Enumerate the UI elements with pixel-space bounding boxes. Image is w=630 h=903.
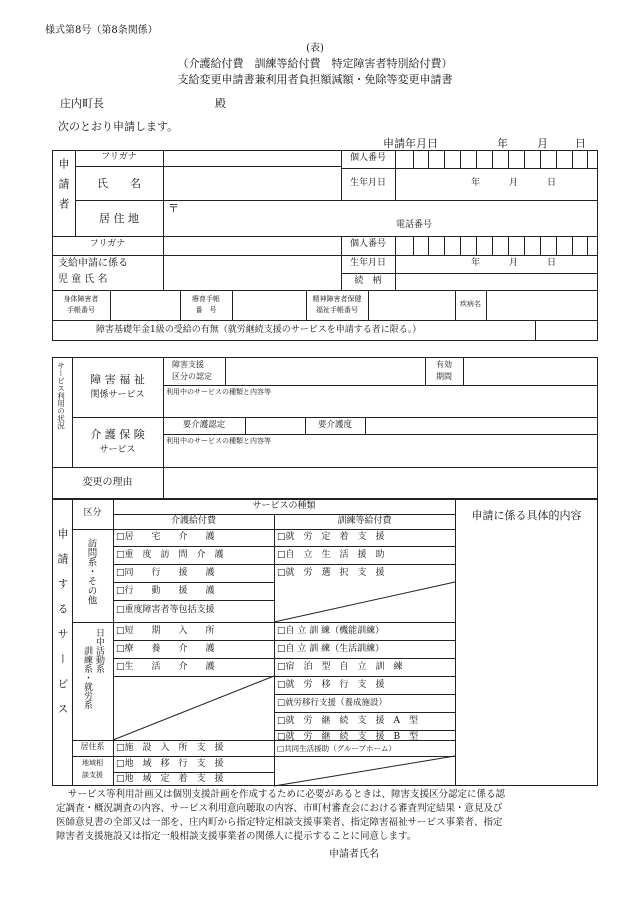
care-item-accompany[interactable]: □同 行 援 護 <box>116 568 215 578</box>
cat-local-label-1: 地域相 <box>82 759 103 767</box>
train-item-work-choice[interactable]: □就 労 選 択 支 援 <box>277 568 385 578</box>
date-month: 月 <box>537 137 548 150</box>
applicant-address-label: 居 住 地 <box>99 212 139 225</box>
valid-period-label-2: 期間 <box>436 372 452 381</box>
valid-period-label-1: 有効 <box>436 360 452 369</box>
detail-header: 申請に係る具体的内容 <box>471 509 582 522</box>
cat-train-label: 訓練系・就労系 <box>82 646 92 709</box>
care-item-comprehensive[interactable]: □重度障害者等包括支援 <box>116 605 215 615</box>
care-item-local-settle[interactable]: □地 域 定 着 支 援 <box>116 774 224 784</box>
child-personal-no-label: 個人番号 <box>349 239 386 249</box>
welfare-label-1: 障 害 福 祉 <box>90 373 145 386</box>
applicant-birth-label: 生年月日 <box>349 178 386 188</box>
service-kinds-header: サービスの種類 <box>252 501 316 511</box>
usage-side-label: サービス利用の状況 <box>56 362 66 430</box>
date-label: 申請年月日 <box>383 137 438 150</box>
train-item-independent-living[interactable]: □自 立 生 活 援 助 <box>277 550 385 560</box>
applicant-birth-year: 年 <box>471 178 481 188</box>
honorific: 殿 <box>215 97 226 110</box>
date-day: 日 <box>575 137 586 150</box>
consent-line-4: 障害者支援施設又は指定一般相談支援事業者の関係人に提示することに同意します。 <box>56 831 417 842</box>
ryoiku-cert-label-2: 番 号 <box>195 306 217 314</box>
care-item-life-care[interactable]: □生 活 介 護 <box>116 662 215 672</box>
care-level-label: 要介護度 <box>317 420 352 430</box>
relation-label: 続 柄 <box>354 276 382 286</box>
front-label: (表) <box>306 43 324 54</box>
train-item-transition[interactable]: □就 労 移 行 支 援 <box>277 680 385 690</box>
train-item-life[interactable]: □自 立 訓 練（生活訓練） <box>277 644 385 654</box>
care-cert-label: 要介護認定 <box>182 420 226 430</box>
mental-cert-label-2: 福祉手帳番号 <box>316 306 358 314</box>
intro-text: 次のとおり申請します。 <box>58 120 179 133</box>
care-benefit-header: 介護給付費 <box>170 516 216 526</box>
applicant-personal-no-label: 個人番号 <box>349 153 386 163</box>
care-item-behavior[interactable]: □行 動 援 護 <box>116 586 215 596</box>
train-item-function[interactable]: □自 立 訓 練（機能訓練） <box>277 626 385 636</box>
consent-line-2: 定調査・概況調査の内容、サービス利用意向聴取の内容、市町村審査会における審査判定結果・意見及び <box>56 803 503 814</box>
form-title: 支給変更申請書兼利用者負担額減額・免除等変更申請書 <box>177 73 453 86</box>
kubun-header: 区分 <box>83 508 102 518</box>
applicant-section-label: 申請者 <box>57 158 70 218</box>
applicant-furigana-label: フリガナ <box>101 152 137 162</box>
train-item-settle[interactable]: □就 労 定 着 支 援 <box>277 532 385 542</box>
support-cert-label-2: 区分の認定 <box>172 372 212 381</box>
care-insurance-label-2: サービス <box>99 445 136 455</box>
services-side-label: 申請するサービス <box>56 528 69 728</box>
care-item-short-stay[interactable]: □短 期 入 所 <box>116 626 215 636</box>
physical-cert-label-2: 手帳番号 <box>67 306 95 314</box>
care-insurance-label-1: 介 護 保 険 <box>90 428 145 441</box>
child-birth-year: 年 <box>471 258 481 268</box>
care-item-facility[interactable]: □施 設 入 所 支 援 <box>116 743 224 753</box>
welfare-in-use-label: 利用中のサービスの種類と内容等 <box>166 388 271 396</box>
reason-label: 変更の理由 <box>82 477 133 488</box>
child-name-label-1: 支給申請に係る <box>58 258 128 269</box>
child-birth-month: 月 <box>509 258 519 268</box>
mental-cert-label-1: 精神障害者保健 <box>312 295 362 303</box>
ryoiku-cert-label-1: 療育手帳 <box>192 295 220 303</box>
child-birth-day: 日 <box>547 258 557 268</box>
signature-label: 申請者氏名 <box>329 849 379 860</box>
child-furigana-label: フリガナ <box>89 239 126 249</box>
welfare-label-2: 関係サービス <box>90 390 145 400</box>
cat-day-label: 日中活動系 <box>94 628 104 673</box>
train-item-group-home[interactable]: □共同生活援助（グループホーム） <box>277 744 396 753</box>
child-birth-label: 生年月日 <box>349 258 386 268</box>
pension-label: 障害基礎年金1級の受給の有無（就労継続支援のサービスを申請する者に限る。） <box>96 325 422 335</box>
train-item-continuation-b[interactable]: □就 労 継 続 支 援 B 型 <box>277 732 419 742</box>
cat-local-label-2: 談支援 <box>82 771 103 779</box>
train-item-transition-school[interactable]: □就労移行支援（養成施設） <box>277 698 388 708</box>
care-item-local-transition[interactable]: □地 域 移 行 支 援 <box>116 759 224 769</box>
cat-home-label: 居住系 <box>80 742 105 751</box>
postal-mark: 〒 <box>168 202 179 215</box>
consent-line-3: 医師意見書の全部又は一部を、庄内町から指定特定相談支援事業者、指定障害福祉サービス事業者、指定 <box>56 817 503 828</box>
form-number: 様式第8号（第8条関係） <box>45 25 158 36</box>
care-item-severe-visit[interactable]: □重 度 訪 問 介 護 <box>116 550 224 560</box>
applicant-birth-month: 月 <box>509 178 519 188</box>
consent-line-1: サービス等利用計画又は個別支援計画を作成するために必要があるときは、障害支援区分認定に係る認 <box>68 789 506 800</box>
train-item-lodging[interactable]: □宿 泊 型 自 立 訓 練 <box>277 662 403 672</box>
physical-cert-label-1: 身体障害者 <box>63 295 99 303</box>
support-cert-label-1: 障害支援 <box>172 360 204 369</box>
form-subtitle: （介護給付費 訓練等給付費 特定障害者特別給付費） <box>177 57 453 70</box>
child-name-label-2: 児 童 氏 名 <box>58 274 108 285</box>
care-in-use-label: 利用中のサービスの種類と内容等 <box>166 437 271 445</box>
training-benefit-header: 訓練等給付費 <box>337 516 392 526</box>
cat-visit-label: 訪問系・その他 <box>85 538 97 605</box>
phone-label: 電話番号 <box>396 220 433 230</box>
applicant-name-label: 氏 名 <box>97 177 141 190</box>
train-item-continuation-a[interactable]: □就 労 継 続 支 援 A 型 <box>277 716 419 726</box>
addressee: 庄内町長 <box>60 97 104 110</box>
date-year: 年 <box>497 137 508 150</box>
applicant-birth-day: 日 <box>547 178 557 188</box>
care-item-home-care[interactable]: □居 宅 介 護 <box>116 532 215 542</box>
care-item-medical-care[interactable]: □療 養 介 護 <box>116 644 215 654</box>
disease-label: 疾病名 <box>460 300 481 308</box>
